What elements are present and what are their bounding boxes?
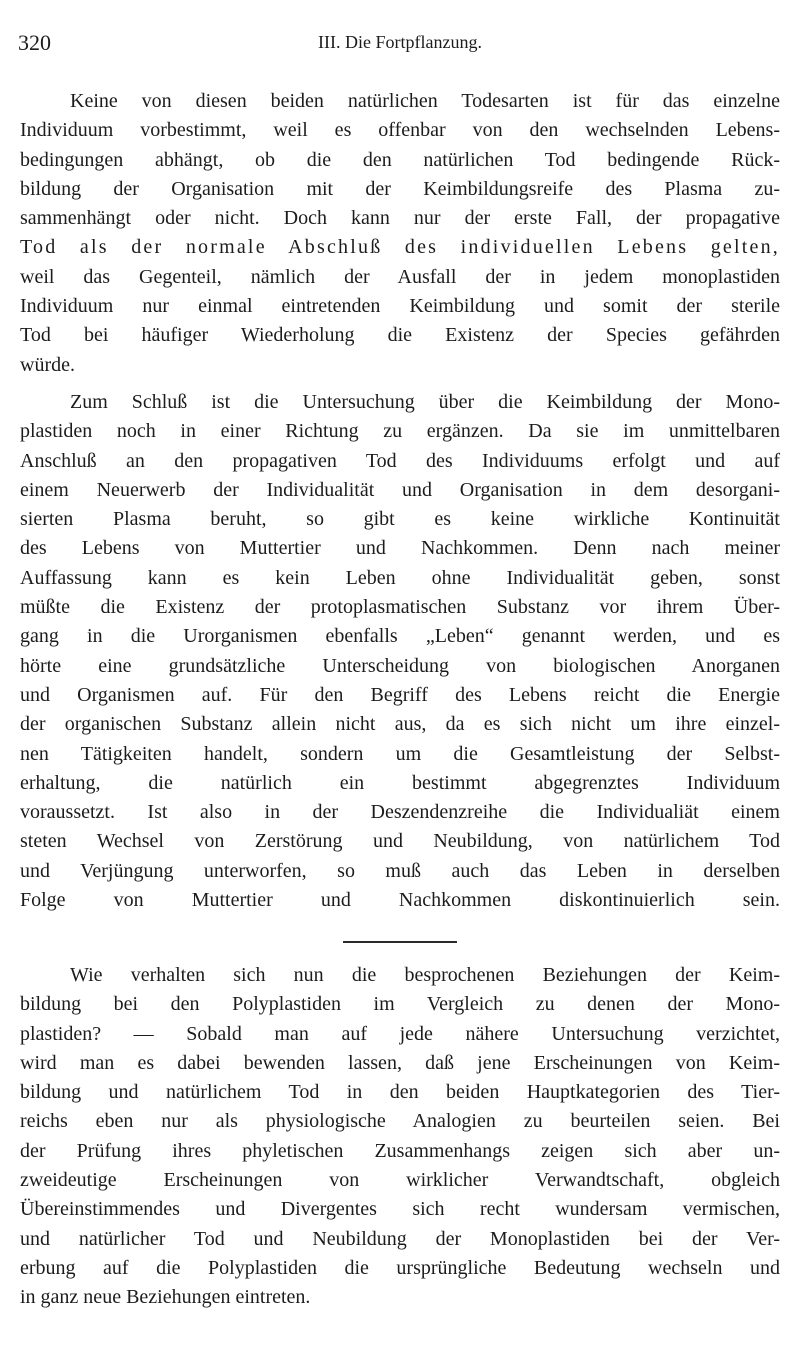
text-line: Wie verhalten sich nun die besprochenen Beziehungen der Keim- [70, 964, 780, 986]
text-line: voraussetzt. Ist also in der Deszendenzreihe die Individualiät einem [20, 801, 780, 824]
text-line: bildung der Organisation mit der Keimbildungsreife des Plasma zu- [20, 177, 780, 200]
text-line: und Verjüngung unterworfen, so muß auch das Leben in derselben [20, 859, 780, 882]
text-line: gang in die Urorganismen ebenfalls „Leben“ genannt werden, und es [20, 625, 780, 648]
section-divider [343, 941, 457, 943]
text-line: Zum Schluß ist die Untersuchung über die Keimbildung der Mono- [70, 391, 780, 413]
text-line: Keine von diesen beiden natürlichen Todesarten ist für das einzelne [70, 90, 780, 112]
text-line: der organischen Substanz allein nicht aus, da es sich nicht um ihre einzel- [20, 713, 780, 736]
text-line: Auffassung kann es kein Leben ohne Individualität geben, sonst [20, 566, 780, 589]
text-line: plastiden noch in einer Richtung zu ergänzen. Da sie im unmittelbaren [20, 420, 780, 443]
text-line: in ganz neue Beziehungen eintreten. [20, 1286, 311, 1309]
text-line: bedingungen abhängt, ob die den natürlichen Tod bedingende Rück- [20, 148, 780, 171]
text-line: Übereinstimmendes und Divergentes sich recht wundersam vermischen, [20, 1198, 780, 1221]
text-line: zweideutige Erscheinungen von wirklicher Verwandtschaft, obgleich [20, 1169, 780, 1192]
text-line: Folge von Muttertier und Nachkommen diskontinuierlich sein. [20, 889, 780, 912]
text-line: Anschluß an den propagativen Tod des Individuums erfolgt und auf [20, 449, 780, 472]
text-line: reichs eben nur als physiologische Analogien zu beurteilen seien. Bei [20, 1110, 780, 1133]
page-number: 320 [18, 30, 51, 55]
paragraph-2 [20, 388, 780, 915]
paragraph-3 [20, 961, 780, 1313]
text-line: weil das Gegenteil, nämlich der Ausfall der in jedem monoplastiden [20, 265, 780, 288]
text-line: sammenhängt oder nicht. Doch kann nur der erste Fall, der propagative [20, 207, 780, 230]
text-line: Tod bei häufiger Wiederholung die Existenz der Species gefährden [20, 324, 780, 347]
text-line: nen Tätigkeiten handelt, sondern um die Gesamtleistung der Selbst- [20, 742, 780, 765]
running-title: III. Die Fortpflanzung. [318, 32, 482, 52]
text-line: Tod als der normale Abschluß des individuellen Lebens gelten, [20, 236, 780, 259]
text-line: erbung auf die Polyplastiden die ursprüngliche Bedeutung wechseln und [20, 1256, 780, 1279]
text-line: Individuum vorbestimmt, weil es offenbar von den wechselnden Lebens- [20, 119, 780, 142]
text-line: müßte die Existenz der protoplasmatischen Substanz vor ihrem Über- [20, 596, 780, 619]
text-line: bildung und natürlichem Tod in den beiden Hauptkategorien des Tier- [20, 1081, 780, 1104]
page-header [18, 30, 782, 62]
text-line: hörte eine grundsätzliche Unterscheidung von biologischen Anorganen [20, 654, 780, 677]
text-line: und natürlicher Tod und Neubildung der Monoplastiden bei der Ver- [20, 1227, 780, 1250]
text-line: würde. [20, 353, 75, 376]
text-line: bildung bei den Polyplastiden im Vergleich zu denen der Mono- [20, 993, 780, 1016]
text-line: des Lebens von Muttertier und Nachkommen. Denn nach meiner [20, 537, 780, 560]
text-line: und Organismen auf. Für den Begriff des Lebens reicht die Energie [20, 683, 780, 706]
text-line: der Prüfung ihres phyletischen Zusammenhangs zeigen sich aber un- [20, 1139, 780, 1162]
text-line: sierten Plasma beruht, so gibt es keine wirkliche Kontinuität [20, 508, 780, 531]
text-line: erhaltung, die natürlich ein bestimmt abgegrenztes Individuum [20, 771, 780, 794]
text-line: wird man es dabei bewenden lassen, daß jene Erscheinungen von Keim- [20, 1051, 780, 1074]
text-line: plastiden? — Sobald man auf jede nähere Untersuchung verzichtet, [20, 1022, 780, 1045]
paragraph-1 [20, 87, 780, 380]
text-line: einem Neuerwerb der Individualität und Organisation in dem desorgani- [20, 478, 780, 501]
text-line: steten Wechsel von Zerstörung und Neubildung, von natürlichem Tod [20, 830, 780, 853]
text-line: Individuum nur einmal eintretenden Keimbildung und somit der sterile [20, 295, 780, 318]
